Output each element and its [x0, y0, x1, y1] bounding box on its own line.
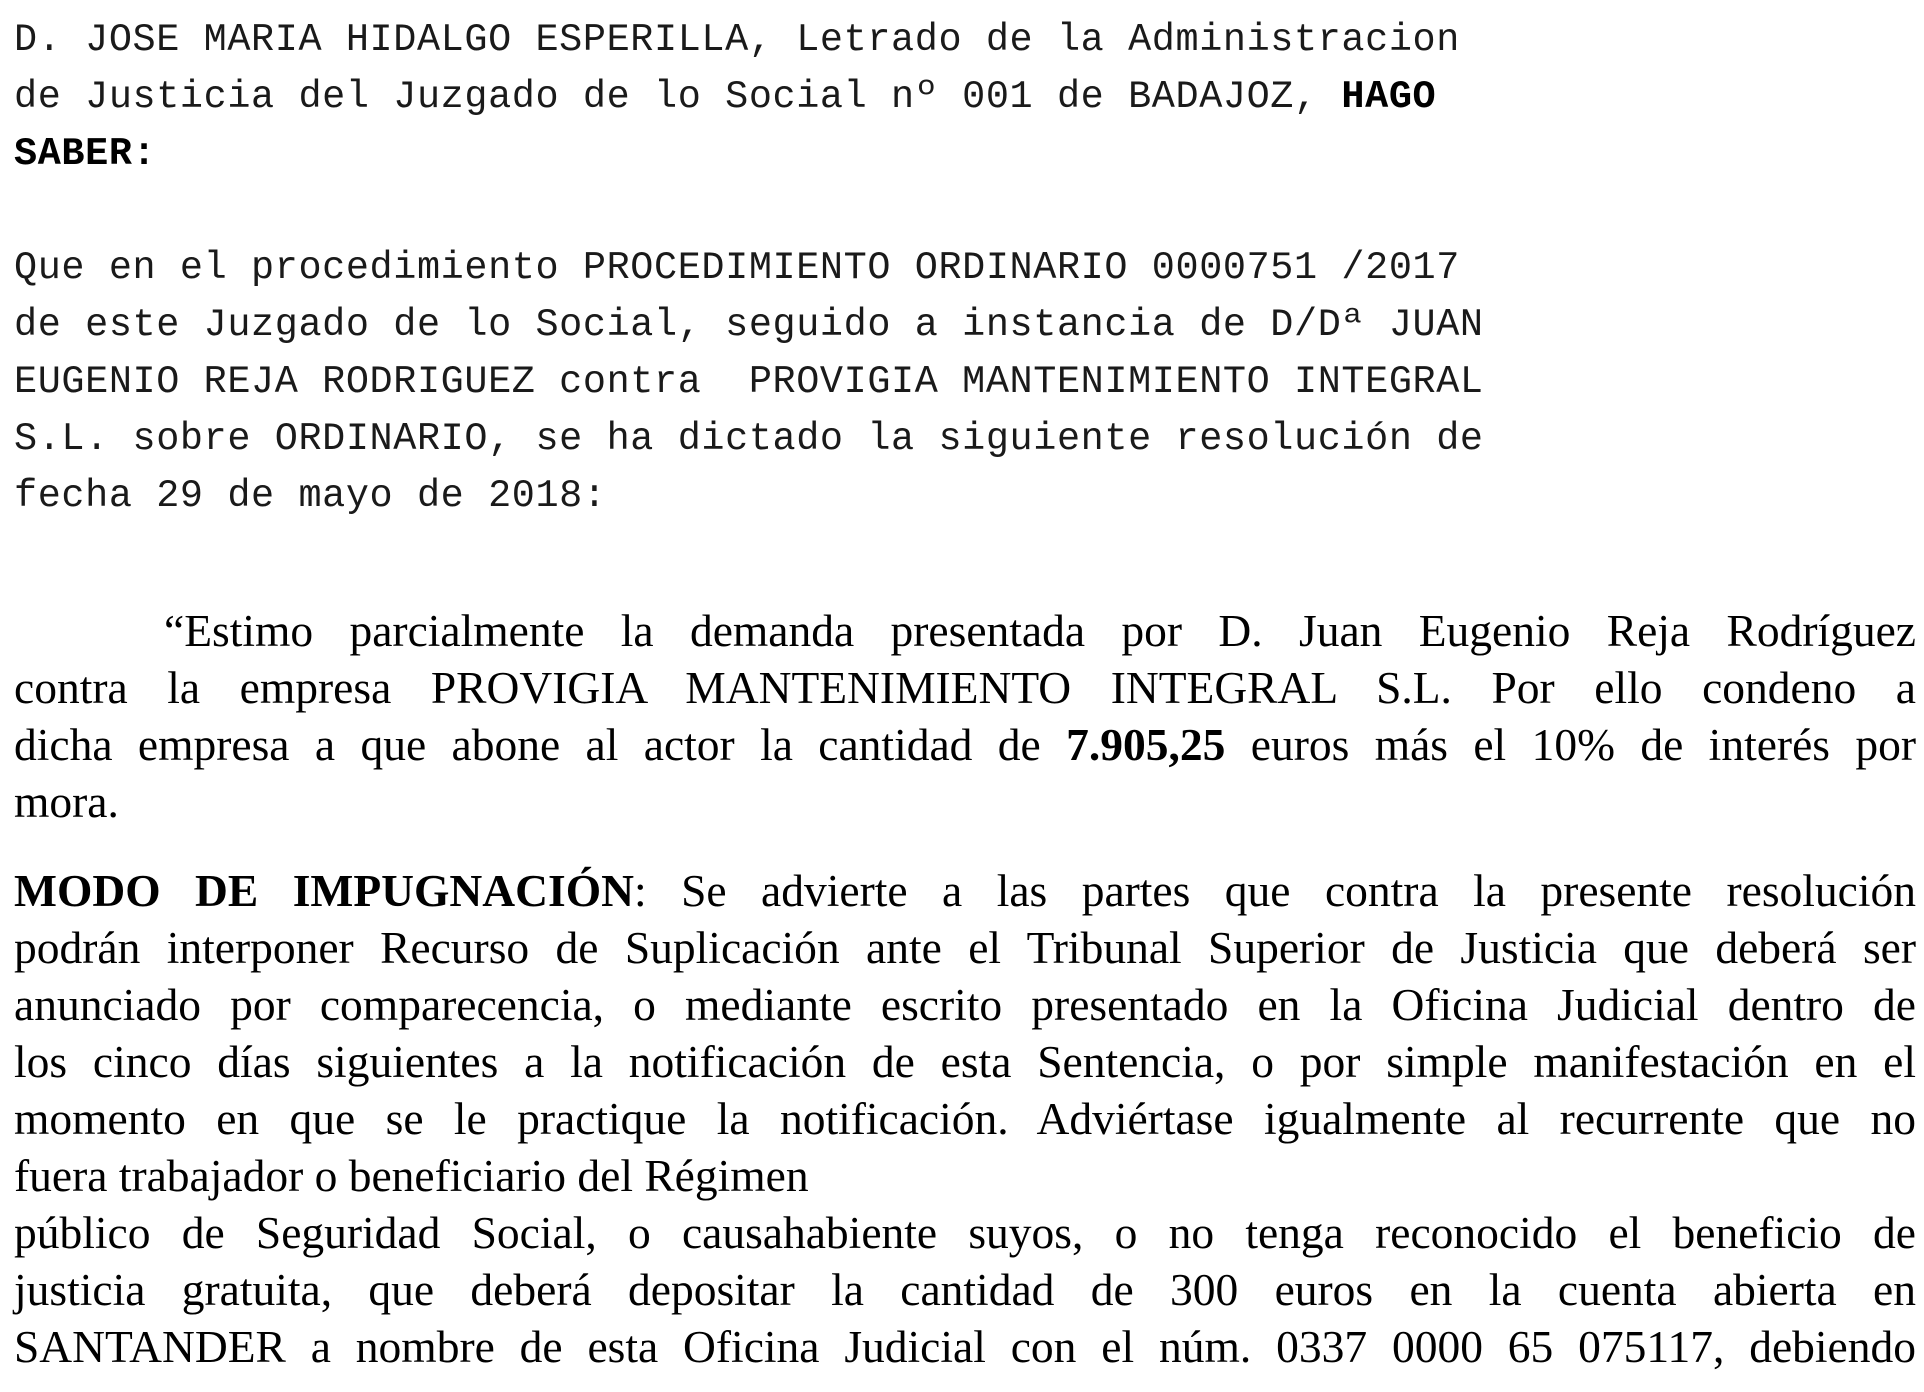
appeal-heading: MODO DE IMPUGNACIÓN [14, 865, 634, 916]
appeal-paragraph [14, 862, 1916, 1375]
ruling-line: mora. [14, 776, 119, 827]
procedure-paragraph [14, 240, 1914, 525]
appeal-line [14, 862, 1916, 919]
appeal-line: fuera trabajador o beneficiario del Régimen [14, 1150, 809, 1201]
procedure-line: EUGENIO REJA RODRIGUEZ contra PROVIGIA MANTENIMIENTO INTEGRAL [14, 360, 1484, 404]
appeal-line: anunciado por comparecencia, o mediante escrito presentado en la Oficina Judicial dentro de [14, 979, 1916, 1030]
appeal-line: momento en que se le practique la notificación. Adviértase igualmente al recurrente que no [14, 1093, 1916, 1144]
appeal-line: los cinco días siguientes a la notificación de esta Sentencia, o por simple manifestación en el [14, 1036, 1916, 1087]
header-line-2: de Justicia del Juzgado de lo Social nº 001 de BADAJOZ, [14, 75, 1342, 119]
ruling-paragraph [14, 602, 1916, 830]
clerk-header [14, 12, 1914, 183]
saber-keyword: SABER [14, 132, 133, 176]
ruling-line-3-start: dicha empresa a que abone al actor la cantidad de [14, 719, 1067, 770]
procedure-line: Que en el procedimiento PROCEDIMIENTO ORDINARIO 0000751 /2017 [14, 246, 1460, 290]
appeal-line: justicia gratuita, que deberá depositar la cantidad de 300 euros en la cuenta abierta en [14, 1264, 1916, 1315]
ruling-line [14, 716, 1916, 773]
appeal-line: público de Seguridad Social, o causahabiente suyos, o no tenga reconocido el beneficio de [14, 1207, 1916, 1258]
ruling-line: contra la empresa PROVIGIA MANTENIMIENTO INTEGRAL S.L. Por ello condeno a [14, 662, 1916, 713]
appeal-line: SANTANDER a nombre de esta Oficina Judicial con el núm. 0337 0000 65 075117, debiendo [14, 1321, 1916, 1372]
saber-colon: : [132, 132, 157, 176]
procedure-line: fecha 29 de mayo de 2018: [14, 474, 607, 518]
appeal-line: podrán interponer Recurso de Suplicación ante el Tribunal Superior de Justicia que deberá ser [14, 922, 1916, 973]
procedure-line: S.L. sobre ORDINARIO, se ha dictado la siguiente resolución de [14, 417, 1484, 461]
header-line-1: D. JOSE MARIA HIDALGO ESPERILLA, Letrado de la Administracion [14, 18, 1460, 62]
ruling-line-3-end: euros más el 10% de interés por [1225, 719, 1916, 770]
appeal-line-1-rest: : Se advierte a las partes que contra la presente resolución [633, 865, 1917, 916]
ruling-line: “Estimo parcialmente la demanda presentada por D. Juan Eugenio Reja Rodríguez [164, 605, 1916, 656]
procedure-line: de este Juzgado de lo Social, seguido a instancia de D/Dª JUAN [14, 303, 1484, 347]
hago-keyword: HAGO [1341, 75, 1437, 119]
awarded-amount: 7.905,25 [1066, 719, 1226, 770]
